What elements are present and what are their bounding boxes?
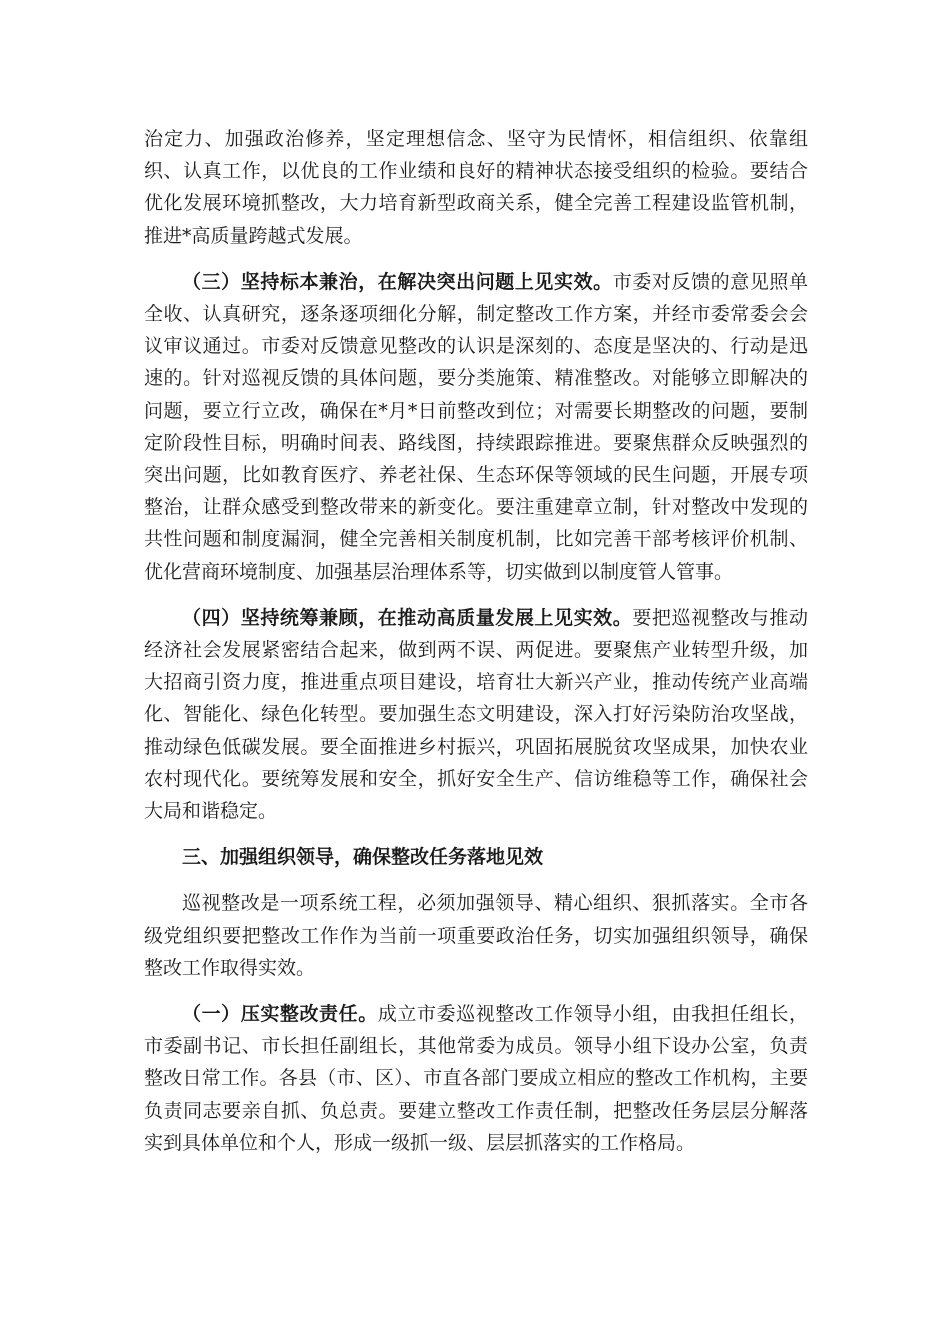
paragraph-text: 要把巡视整改与推动经济社会发展紧密结合起来，做到两不误、两促进。要聚焦产业转型升级，加大招商引资力度，推进重点项目建设，培育壮大新兴产业，推动传统产业高端化、智能化、绿色化转型。要加强生态文明建设，深入打好污染防治攻坚战，推动绿色低碳发展。要全面推进乡村振兴，巩固拓展脱贫攻坚成果，加快农业农村现代化。要统筹发展和安全，抓好安全生产、信访维稳等工作，确保社会大局和谐稳定。: [144, 606, 808, 823]
section-heading: 三、加强组织领导，确保整改任务落地见效: [182, 846, 544, 869]
paragraph-continuation: [144, 123, 808, 252]
paragraph-section-3: [144, 266, 808, 588]
paragraph-lead: （四）坚持统筹兼顾，在推动高质量发展上见实效。: [182, 606, 633, 629]
paragraph-text: 巡视整改是一项系统工程，必须加强领导、精心组织、狠抓落实。全市各级党组织要把整改工作作为当前一项重要政治任务，切实加强组织领导，确保整改工作取得实效。: [144, 892, 808, 979]
paragraph-text: 成立市委巡视整改工作领导小组，由我担任组长，市委副书记、市长担任副组长，其他常委为成员。领导小组下设办公室，负责整改日常工作。各县（市、区）、市直各部门要成立相应的整改工作机构，主要负责同志要亲自抓、负总责。要建立整改工作责任制，把整改任务层层分解落实到具体单位和个人，形成一级抓一级、层层抓落实的工作格局。: [144, 1003, 808, 1154]
paragraph-lead: （一）压实整改责任。: [182, 1003, 378, 1026]
paragraph-lead: （三）坚持标本兼治，在解决突出问题上见实效。: [182, 270, 613, 293]
paragraph-section-4: [144, 602, 808, 827]
paragraph-text: 治定力、加强政治修养，坚定理想信念、坚守为民情怀，相信组织、依靠组织、认真工作，以优良的工作业绩和良好的精神状态接受组织的检验。要结合优化发展环境抓整改，大力培育新型政商关系，健全完善工程建设监管机制，推进*高质量跨越式发展。: [144, 128, 808, 247]
paragraph-intro: [144, 887, 808, 984]
paragraph-text: 市委对反馈的意见照单全收、认真研究，逐条逐项细化分解，制定整改工作方案，并经市委常委会会议审议通过。市委对反馈意见整改的认识是深刻的、态度是坚决的、行动是迅速的。针对巡视反馈的具体问题，要分类施策、精准整改。对能够立即解决的问题，要立行立改，确保在*月*日前整改到位；对需要长期整改的问题，要制定阶段性目标，明确时间表、路线图，持续跟踪推进。要聚焦群众反映强烈的突出问题，比如教育医疗、养老社保、生态环保等领域的民生问题，开展专项整治，让群众感受到整改带来的新变化。要注重建章立制，针对整改中发现的共性问题和制度漏洞，健全完善相关制度机制，比如完善干部考核评价机制、优化营商环境制度、加强基层治理体系等，切实做到以制度管人管事。: [144, 270, 808, 583]
paragraph-subsection-1: [144, 998, 808, 1159]
document-page: [144, 123, 808, 1173]
